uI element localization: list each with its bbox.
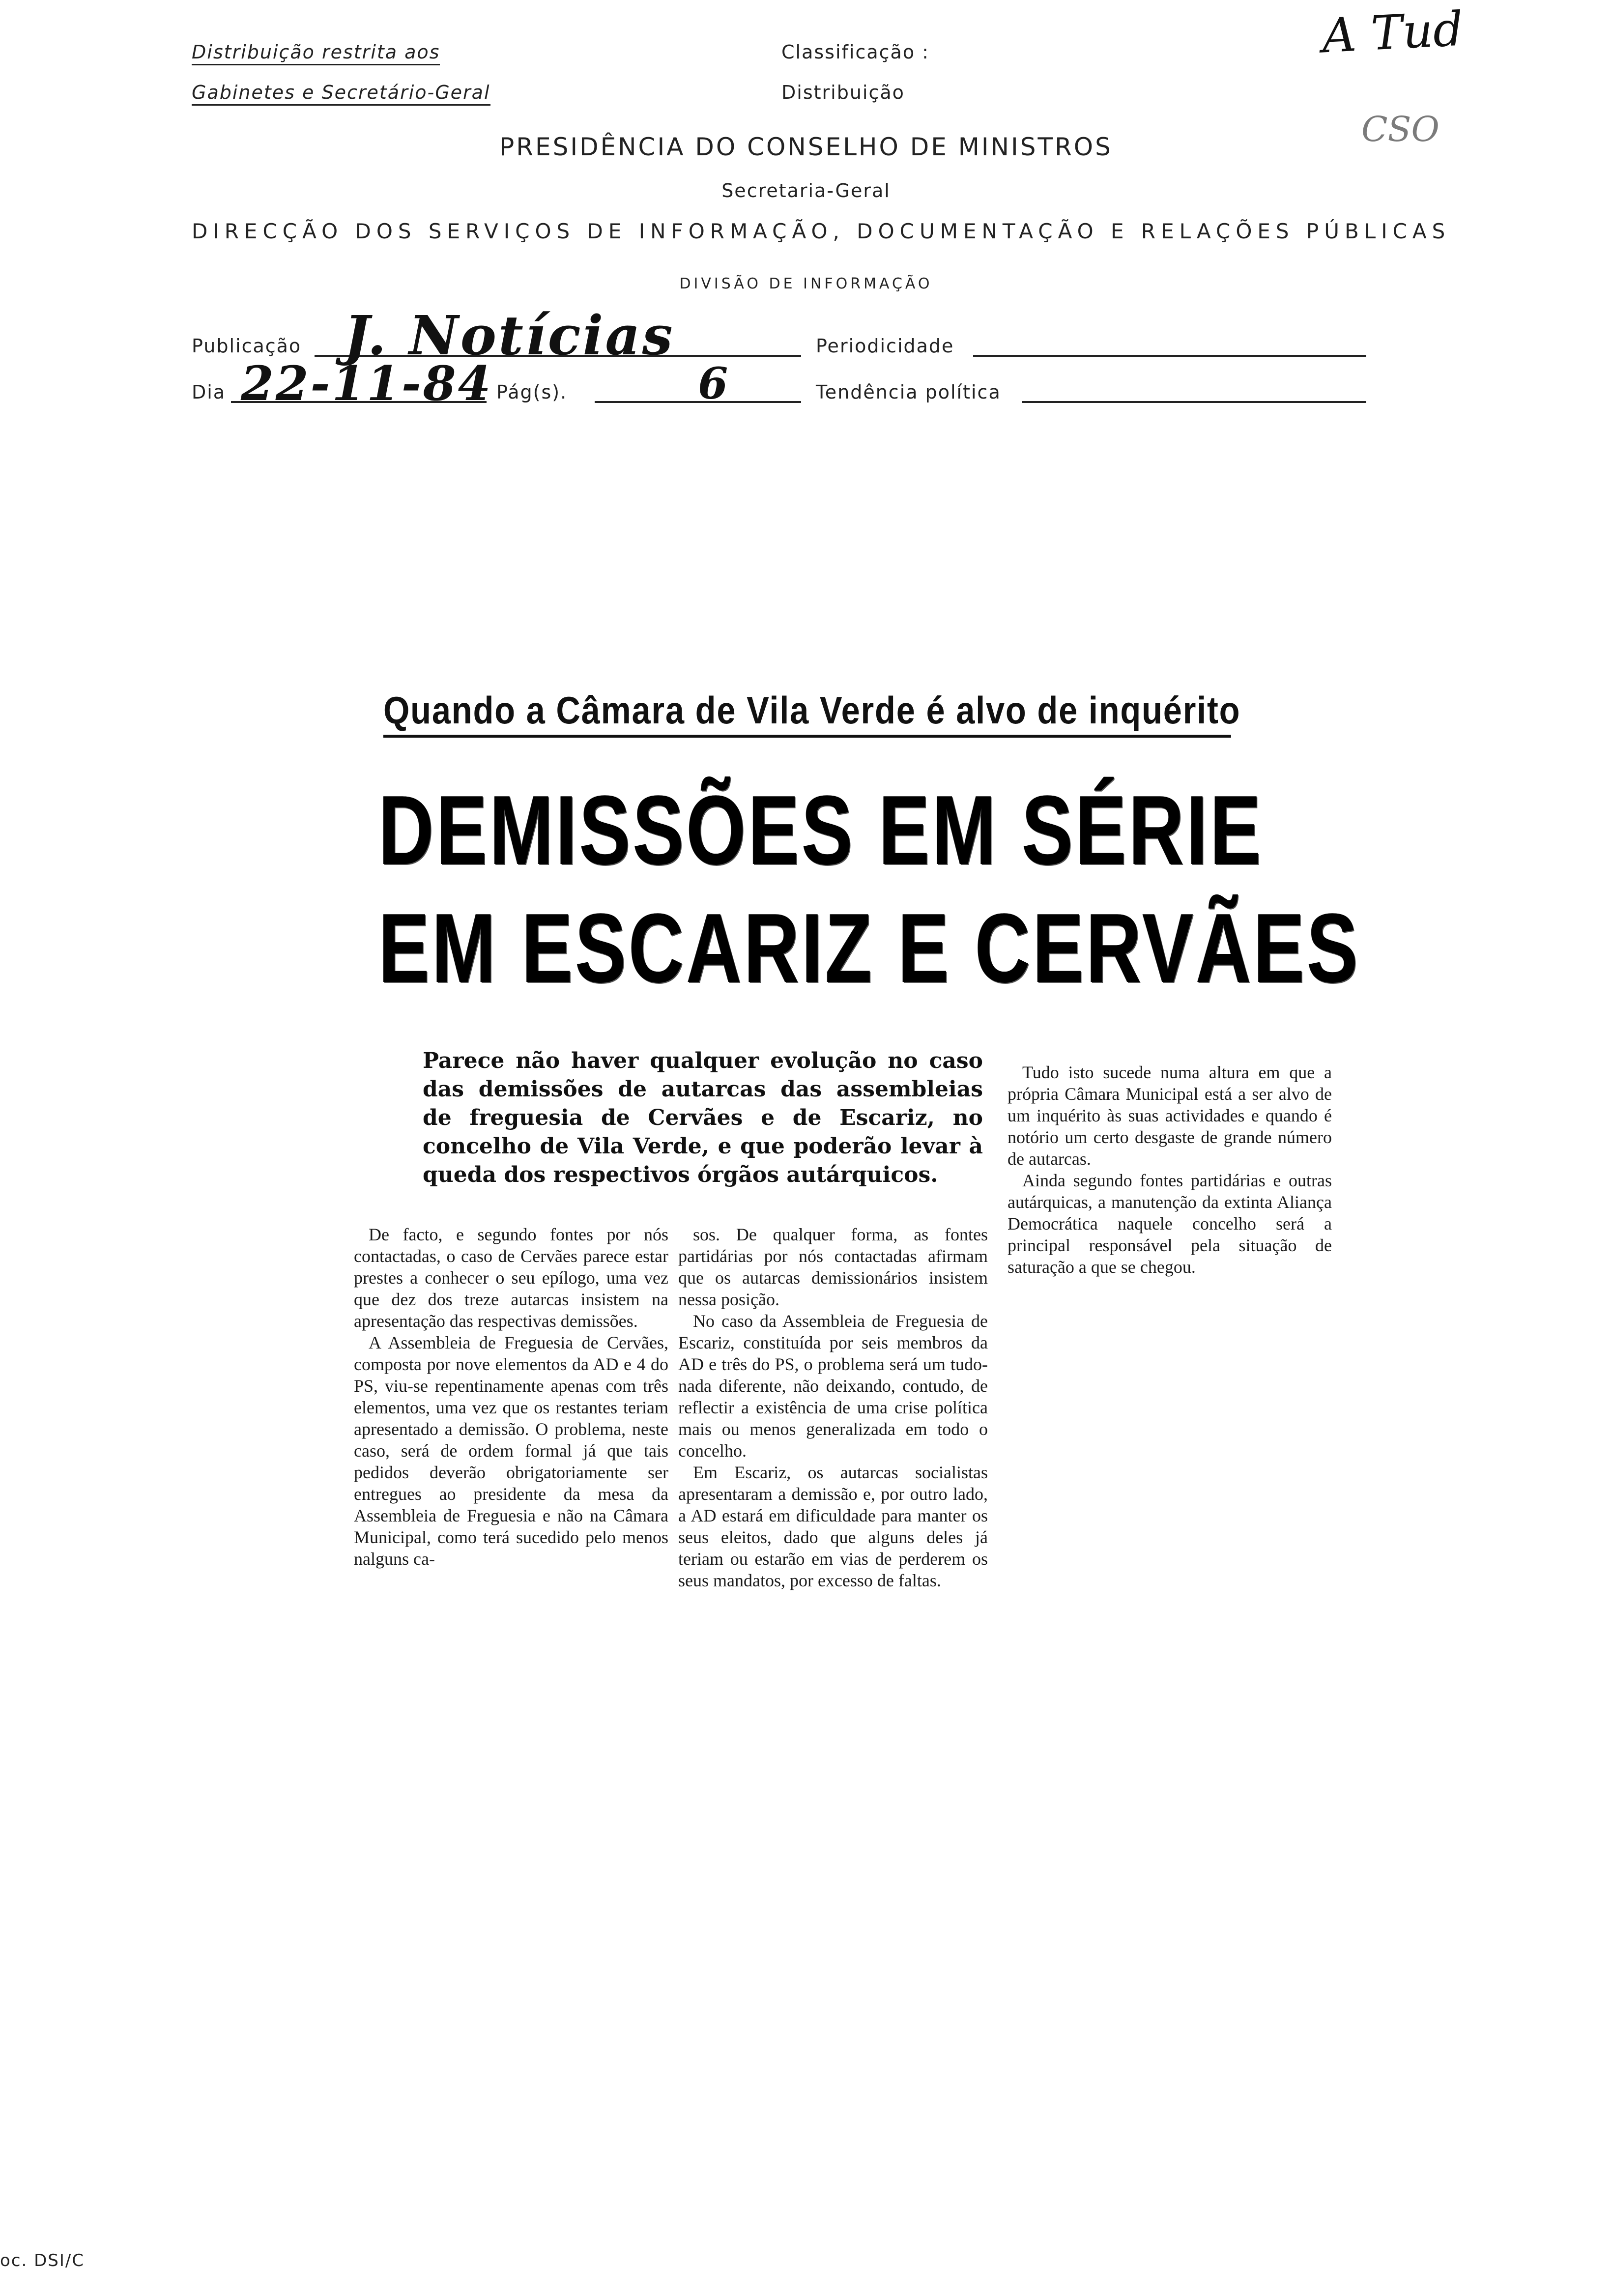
article-column-3	[1008, 1062, 1332, 1278]
column-2-paragraph-2: No caso da Assembleia de Freguesia de Escariz, constituída por seis membros da AD e três do PS, o problema será um tudo-nada diferente, não deixando, contudo, de reflectir a existência de uma crise política mais ou menos generalizada em todo o concelho.	[678, 1311, 988, 1461]
secretariat-title: Secretaria-Geral	[721, 180, 891, 201]
pages-value: 6	[698, 358, 728, 409]
headline-line2: EM ESCARIZ E CERVÃES	[378, 893, 1360, 1003]
column-3-paragraph-2: Ainda segundo fontes partidárias e outras autárquicas, a manutenção da extinta Aliança Democrática naquele concelho será a principal responsável pela situação de saturação a que se chegou.	[1008, 1171, 1332, 1277]
article-lead: Parece não haver qualquer evolução no caso das demissões de autarcas das assembleias de freguesia de Cervães e de Escariz, no concelho de Vila Verde, e que poderão levar à queda dos respectivos órgãos autárquicos.	[423, 1048, 983, 1187]
distribution-restricted-line2: Gabinetes e Secretário-Geral	[192, 82, 490, 106]
tendency-line	[1022, 401, 1366, 403]
column-2-paragraph-3: Em Escariz, os autarcas socialistas apresentaram a demissão e, por outro lado, a AD estará em dificuldade para manter os seus eleitos, dado que alguns deles já teriam ou estarão em vias de perderem os seus mandatos, por excesso de faltas.	[678, 1463, 988, 1590]
pages-label: Pág(s).	[496, 381, 568, 403]
day-value: 22-11-84	[241, 356, 493, 411]
publication-value: J. Notícias	[344, 304, 675, 367]
column-1-paragraph-2: A Assembleia de Freguesia de Cervães, composta por nove elementos da AD e 4 do PS, viu-se repentinamente apenas com três elementos, uma vez que os restantes teriam apresentado a demissão. O problema, neste caso, será de ordem formal já que tais pedidos deverão obrigatoriamente ser entregues ao presidente da mesa da Assembleia de Freguesia e não na Câmara Municipal, como terá sucedido pelo menos nalguns ca-	[354, 1333, 668, 1569]
column-3-paragraph-1: Tudo isto sucede numa altura em que a própria Câmara Municipal está a ser alvo de um inquérito às suas actividades e quando é notório um certo desgaste de grande número de autarcas.	[1008, 1062, 1332, 1169]
form-code: oc. DSI/C	[0, 2251, 85, 2270]
article-column-1	[354, 1224, 668, 1570]
distribution-label: Distribuição	[781, 82, 905, 103]
periodicity-label: Periodicidade	[816, 335, 954, 357]
presidency-title: PRESIDÊNCIA DO CONSELHO DE MINISTROS	[499, 133, 1113, 161]
directorate-title: DIRECÇÃO DOS SERVIÇOS DE INFORMAÇÃO, DOCUMENTAÇÃO E RELAÇÕES PÚBLICAS	[192, 219, 1451, 243]
publication-label: Publicação	[192, 335, 302, 357]
classification-label: Classificação :	[781, 41, 929, 63]
division-title: DIVISÃO DE INFORMAÇÃO	[679, 275, 933, 292]
distribution-restricted-line1: Distribuição restrita aos	[192, 41, 440, 65]
tendency-label: Tendência política	[816, 381, 1001, 403]
headline-line1: DEMISSÕES EM SÉRIE	[378, 775, 1264, 885]
periodicity-line	[973, 355, 1366, 357]
column-2-paragraph-1: sos. De qualquer forma, as fontes partidárias por nós contactadas afirmam que os autarcas demissionários insistem nessa posição.	[678, 1225, 988, 1309]
handwritten-annotation-faint: CSO	[1361, 109, 1439, 149]
handwritten-annotation-top-right: A Tud	[1321, 1, 1465, 64]
column-1-paragraph-1: De facto, e segundo fontes por nós contactadas, o caso de Cervães parece estar prestes a conhecer o seu epílogo, uma vez que dez dos treze autarcas insistem na apresentação das respectivas demissões.	[354, 1225, 668, 1331]
article-column-2	[678, 1224, 988, 1591]
day-label: Dia	[192, 381, 226, 403]
article-kicker: Quando a Câmara de Vila Verde é alvo de inquérito	[383, 688, 1231, 738]
